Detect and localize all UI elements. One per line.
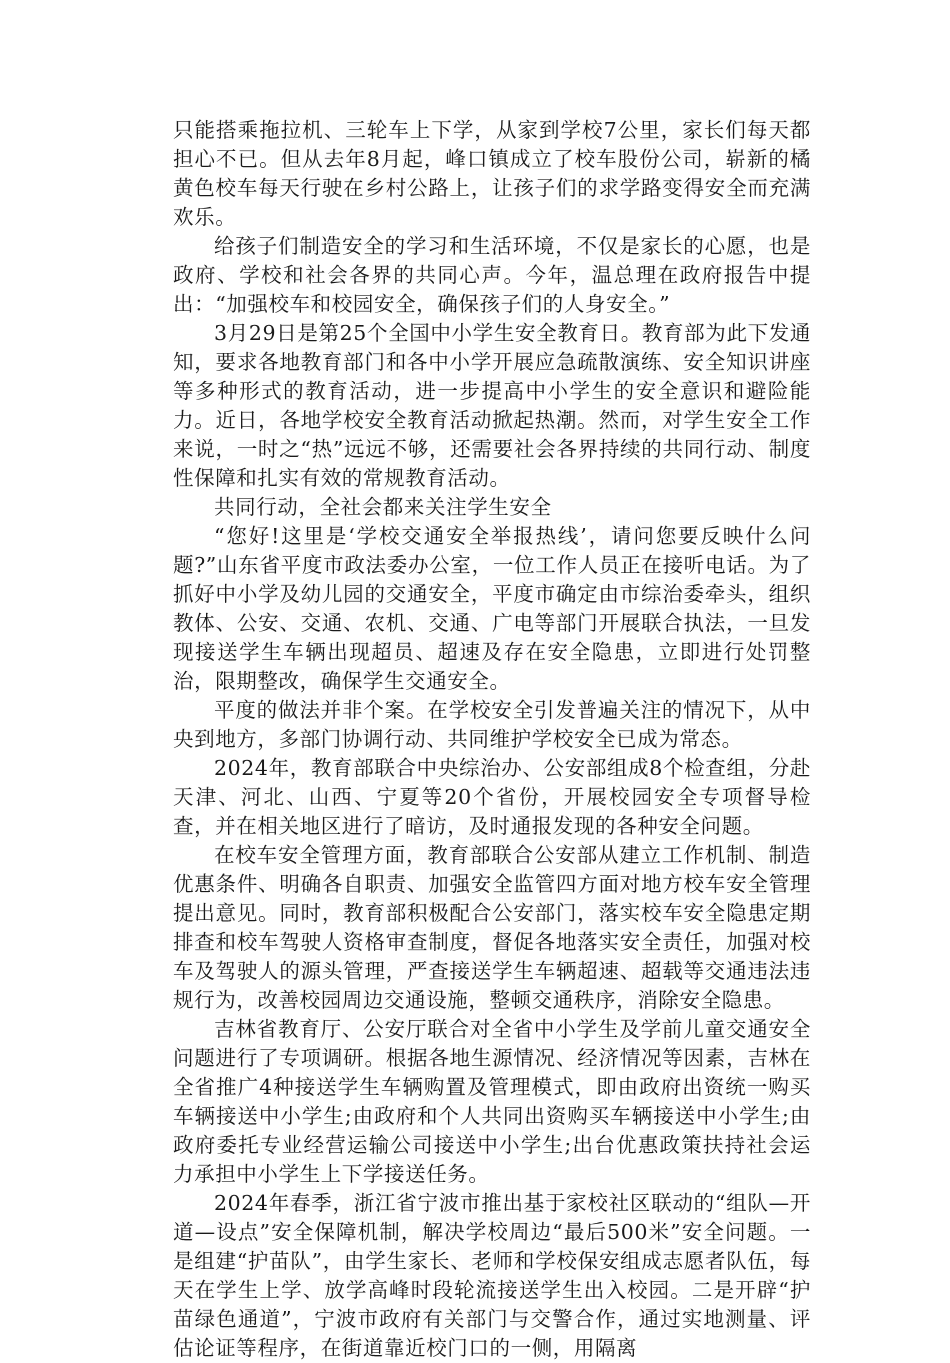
paragraph: “您好!这里是‘学校交通安全举报热线’，请问您要反映什么问题?”山东省平度市政法委办公室，一位工作人员正在接听电话。为了抓好中小学及幼儿园的交通安全，平度市确定由市综治委牵头，组织教体、公安、交通、农机、交通、广电等部门开展联合执法，一旦发现接送学生车辆出现超员、超速及存在安全隐患，立即进行处罚整治，限期整改，确保学生交通安全。 [173,524,811,693]
paragraph-continuation: 只能搭乘拖拉机、三轮车上下学，从家到学校7公里，家长们每天都担心不已。但从去年8月起，峰口镇成立了校车股份公司，崭新的橘黄色校车每天行驶在乡村公路上，让孩子们的求学路变得安全而充满欢乐。 [173,118,811,229]
paragraph: 给孩子们制造安全的学习和生活环境，不仅是家长的心愿，也是政府、学校和社会各界的共同心声。今年，温总理在政府报告中提出：“加强校车和校园安全，确保孩子们的人身安全。” [173,234,811,316]
section-heading: 共同行动，全社会都来关注学生安全 [214,495,552,519]
paragraph: 3月29日是第25个全国中小学生安全教育日。教育部为此下发通知，要求各地教育部门和各中小学开展应急疏散演练、安全知识讲座等多种形式的教育活动，进一步提高中小学生的安全意识和避险能力。近日，各地学校安全教育活动掀起热潮。然而，对学生安全工作来说，一时之“热”远远不够，还需要社会各界持续的共同行动、制度性保障和扎实有效的常规教育活动。 [173,321,811,490]
paragraph: 2024年，教育部联合中央综治办、公安部组成8个检查组，分赴天津、河北、山西、宁夏等20个省份，开展校园安全专项督导检查，并在相关地区进行了暗访，及时通报发现的各种安全问题。 [173,756,811,838]
paragraph: 在校车安全管理方面，教育部联合公安部从建立工作机制、制造优惠条件、明确各自职责、加强安全监管四方面对地方校车安全管理提出意见。同时，教育部积极配合公安部门，落实校车安全隐患定期排查和校车驾驶人资格审查制度，督促各地落实安全责任，加强对校车及驾驶人的源头管理，严查接送学生车辆超速、超载等交通违法违规行为，改善校园周边交通设施，整顿交通秩序，消除安全隐患。 [173,843,811,1012]
document-body [173,116,811,1363]
paragraph: 吉林省教育厅、公安厅联合对全省中小学生及学前儿童交通安全问题进行了专项调研。根据各地生源情况、经济情况等因素，吉林在全省推广4种接送学生车辆购置及管理模式，即由政府出资统一购买车辆接送中小学生;由政府和个人共同出资购买车辆接送中小学生;由政府委托专业经营运输公司接送中小学生;出台优惠政策扶持社会运力承担中小学生上下学接送任务。 [173,1017,811,1186]
paragraph: 平度的做法并非个案。在学校安全引发普遍关注的情况下，从中央到地方，多部门协调行动、共同维护学校安全已成为常态。 [173,698,811,751]
paragraph: 2024年春季，浙江省宁波市推出基于家校社区联动的“组队—开道—设点”安全保障机制，解决学校周边“最后500米”安全问题。一是组建“护苗队”，由学生家长、老师和学校保安组成志愿者队伍，每天在学生上学、放学高峰时段轮流接送学生出入校园。二是开辟“护苗绿色通道”，宁波市政府有关部门与交警合作，通过实地测量、评估论证等程序，在街道靠近校门口的一侧，用隔离 [173,1191,811,1360]
